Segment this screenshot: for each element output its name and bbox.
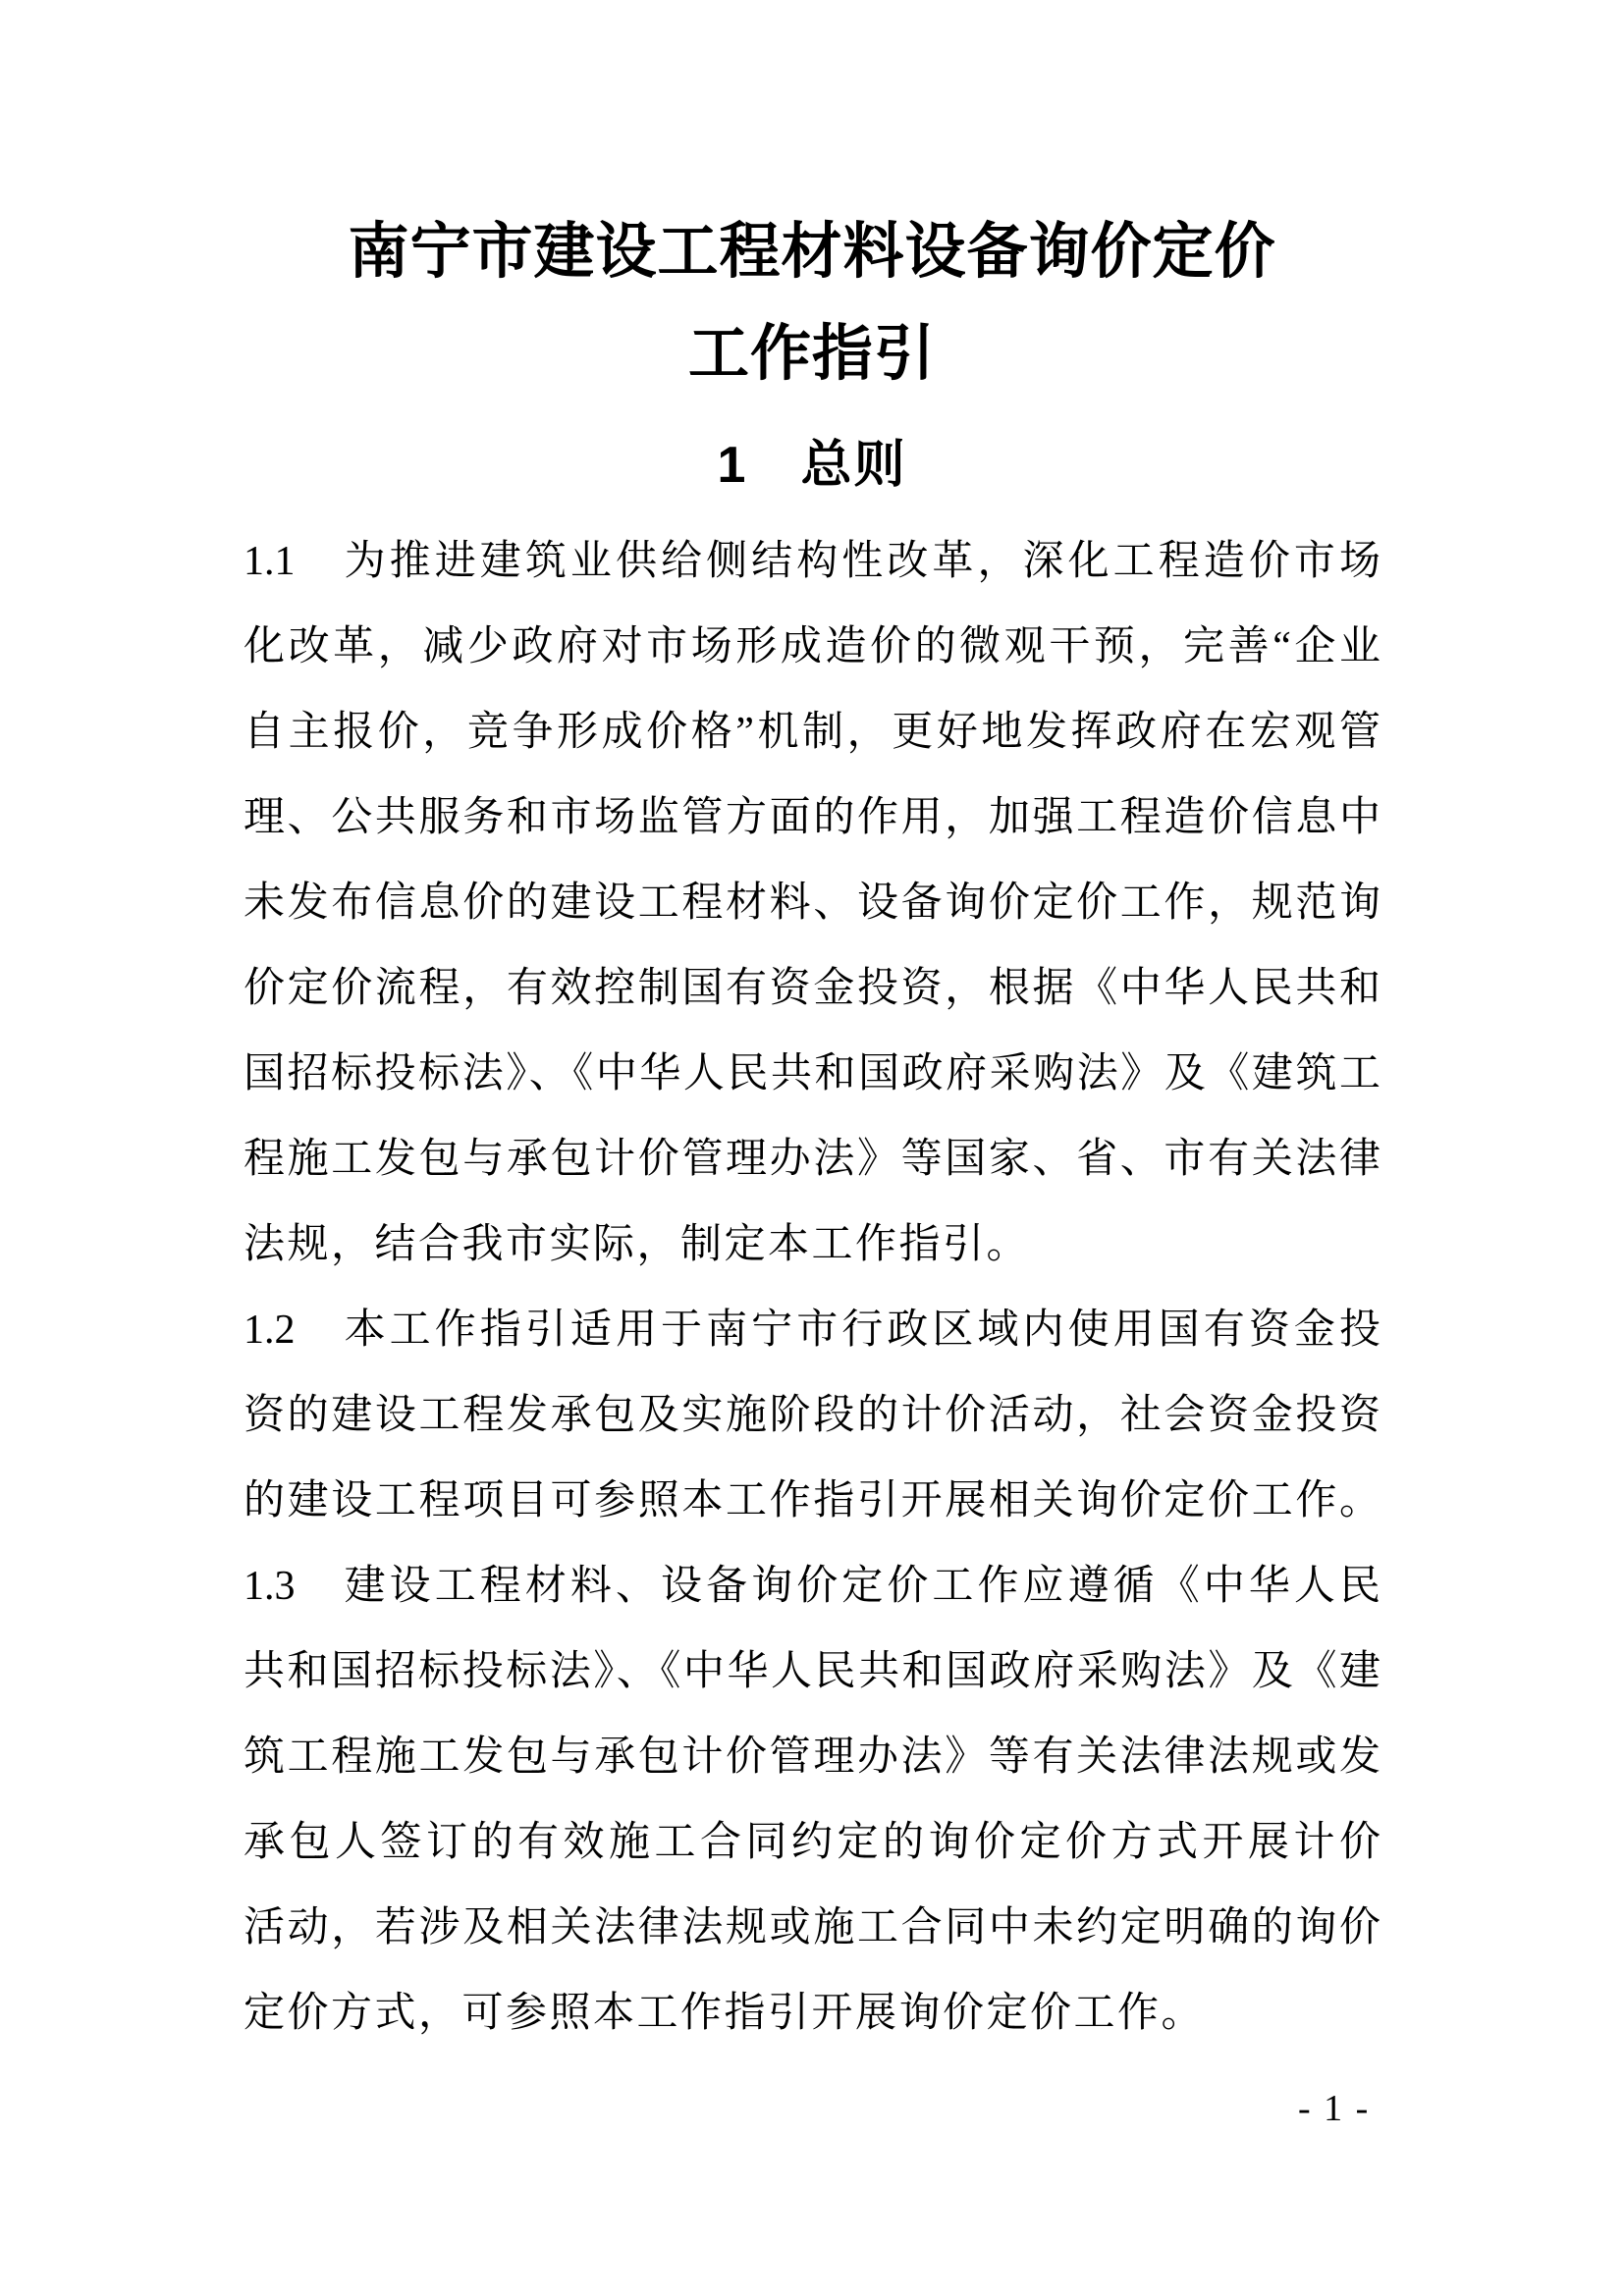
paragraph-line: 1.2 本工作指引适用于南宁市行政区域内使用国有资金投: [244, 1308, 1380, 1353]
title-line-1: 南宁市建设工程材料设备询价定价: [348, 218, 1276, 286]
paragraph-line: 1.3 建设工程材料、设备询价定价工作应遵循《中华人民: [244, 1564, 1380, 1609]
paragraph-line: 化改革，减少政府对市场形成造价的微观干预，完善“企业: [244, 624, 1380, 669]
body-text: [244, 519, 1380, 2056]
title-line-2: 工作指引: [687, 320, 936, 388]
paragraph-line: 资的建设工程发承包及实施阶段的计价活动，社会资金投资: [244, 1393, 1380, 1438]
paragraph-line: 价定价流程，有效控制国有资金投资，根据《中华人民共和: [244, 966, 1380, 1011]
paragraph-line: 筑工程施工发包与承包计价管理办法》等有关法律法规或发: [244, 1735, 1380, 1780]
paragraph-line: 1.1 为推进建筑业供给侧结构性改革，深化工程造价市场: [244, 539, 1380, 584]
paragraph-line: 理、公共服务和市场监管方面的作用，加强工程造价信息中: [244, 795, 1380, 840]
page-number: - 1 -: [1298, 2088, 1371, 2129]
paragraph-line: 的建设工程项目可参照本工作指引开展相关询价定价工作。: [244, 1478, 1380, 1523]
paragraph-line: 程施工发包与承包计价管理办法》等国家、省、市有关法律: [244, 1137, 1380, 1182]
paragraph-line: 承包人签订的有效施工合同约定的询价定价方式开展计价: [244, 1820, 1380, 1865]
paragraph-line: 未发布信息价的建设工程材料、设备询价定价工作，规范询: [244, 881, 1380, 926]
paragraph-line: 自主报价，竞争形成价格”机制，更好地发挥政府在宏观管: [244, 710, 1380, 755]
paragraph-line: 活动，若涉及相关法律法规或施工合同中未约定明确的询价: [244, 1905, 1380, 1950]
document-title: [0, 201, 1624, 405]
paragraph-line: 共和国招标投标法》、《中华人民共和国政府采购法》及《建: [244, 1649, 1380, 1694]
section-heading: 1 总则: [717, 437, 907, 494]
paragraph-line: 法规，结合我市实际，制定本工作指引。: [244, 1222, 1031, 1267]
paragraph-line: 定价方式，可参照本工作指引开展询价定价工作。: [244, 1991, 1206, 2036]
paragraph-line: 国招标投标法》、《中华人民共和国政府采购法》及《建筑工: [244, 1051, 1380, 1096]
